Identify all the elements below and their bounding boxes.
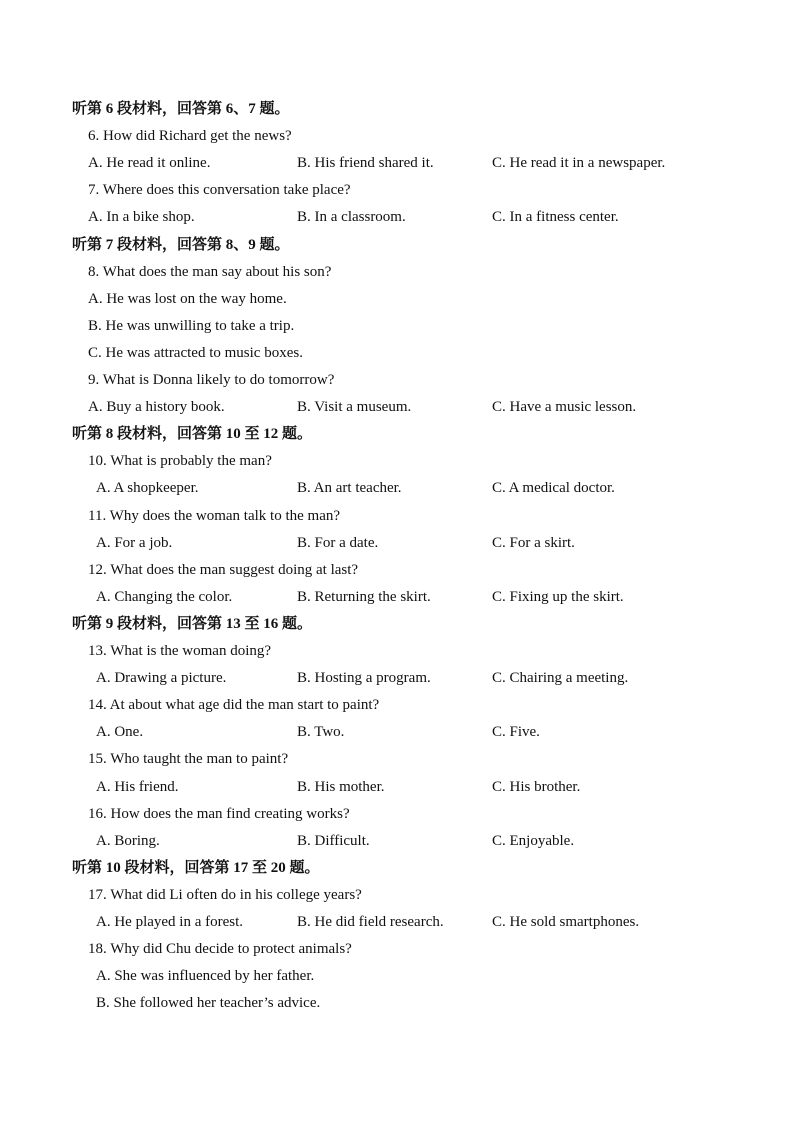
answer-option: B. He was unwilling to take a trip. [88, 317, 295, 334]
answer-option: C. Five. [492, 724, 540, 741]
section-title: 听第 6 段材料，回答第 6、7 题。 [72, 101, 290, 117]
question-text: 14. At about what age did the man start to paint? [88, 697, 380, 714]
option-row [0, 912, 794, 932]
question-row [0, 641, 794, 661]
section-title: 听第 7 段材料，回答第 8、9 题。 [72, 236, 290, 253]
question-text: 10. What is probably the man? [88, 453, 272, 470]
section-header [0, 235, 794, 255]
answer-option: C. Enjoyable. [492, 832, 575, 849]
option-row [0, 207, 794, 227]
question-text: 7. Where does this conversation take place? [88, 182, 351, 199]
answer-option: A. In a bike shop. [88, 209, 195, 226]
question-text: 13. What is the woman doing? [88, 643, 272, 659]
section-header [0, 614, 794, 634]
section-header [0, 99, 794, 119]
answer-option: C. In a fitness center. [492, 209, 619, 226]
answer-option: C. His brother. [492, 778, 581, 795]
question-row [0, 370, 794, 390]
answer-option: C. He read it in a newspaper. [492, 155, 666, 172]
section-header [0, 858, 794, 878]
answer-option: C. He sold smartphones. [492, 914, 640, 930]
question-text: 8. What does the man say about his son? [88, 263, 332, 280]
option-row [0, 289, 794, 309]
option-row [0, 343, 794, 363]
answer-option: A. Buy a history book. [88, 399, 225, 416]
section-title: 听第 8 段材料，回答第 10 至 12 题。 [72, 426, 313, 443]
answer-option: A. She was influenced by her father. [96, 968, 315, 985]
option-row [0, 831, 794, 851]
answer-option: C. Have a music lesson. [492, 399, 637, 416]
option-row [0, 777, 794, 797]
question-text: 11. Why does the woman talk to the man? [88, 507, 341, 524]
question-row [0, 560, 794, 580]
answer-option: A. He was lost on the way home. [88, 290, 287, 307]
answer-option: C. A medical doctor. [492, 480, 615, 497]
question-row [0, 749, 794, 769]
question-text: 9. What is Donna likely to do tomorrow? [88, 372, 335, 388]
answer-option: B. She followed her teacher’s advice. [96, 995, 321, 1012]
answer-option: C. Fixing up the skirt. [492, 588, 624, 605]
question-row [0, 126, 794, 146]
answer-option: C. Chairing a meeting. [492, 670, 629, 687]
answer-option: A. For a job. [96, 534, 173, 551]
answer-option: B. An art teacher. [297, 480, 402, 497]
question-row [0, 451, 794, 471]
question-row [0, 695, 794, 715]
option-row [0, 533, 794, 553]
question-row [0, 939, 794, 959]
question-text: 6. How did Richard get the news? [88, 128, 292, 145]
answer-option: A. Boring. [96, 832, 160, 849]
question-text: 17. What did Li often do in his college years? [88, 886, 362, 903]
answer-option: B. He did field research. [297, 914, 444, 930]
option-row [0, 478, 794, 498]
answer-option: B. Difficult. [297, 832, 370, 849]
question-row [0, 506, 794, 526]
answer-option: B. In a classroom. [297, 209, 406, 226]
answer-option: A. A shopkeeper. [96, 480, 199, 497]
answer-option: B. For a date. [297, 534, 379, 551]
section-title: 听第 10 段材料，回答第 17 至 20 题。 [72, 859, 320, 876]
option-row [0, 722, 794, 742]
option-row [0, 316, 794, 336]
answer-option: B. Two. [297, 724, 345, 741]
answer-option: B. His mother. [297, 778, 385, 795]
section-header [0, 424, 794, 444]
question-text: 18. Why did Chu decide to protect animals? [88, 941, 352, 958]
option-row [0, 587, 794, 607]
option-row [0, 966, 794, 986]
answer-option: A. His friend. [96, 778, 179, 795]
option-row [0, 397, 794, 417]
question-row [0, 804, 794, 824]
question-row [0, 885, 794, 905]
question-text: 15. Who taught the man to paint? [88, 751, 289, 768]
question-row [0, 180, 794, 200]
question-text: 12. What does the man suggest doing at last? [88, 561, 359, 578]
option-row [0, 153, 794, 173]
question-row [0, 262, 794, 282]
answer-option: A. He read it online. [88, 155, 211, 172]
answer-option: A. One. [96, 724, 144, 741]
answer-option: C. He was attracted to music boxes. [88, 344, 303, 361]
answer-option: B. His friend shared it. [297, 155, 434, 172]
question-text: 16. How does the man find creating works? [88, 805, 350, 822]
section-title: 听第 9 段材料，回答第 13 至 16 题。 [72, 615, 313, 632]
answer-option: A. Changing the color. [96, 588, 233, 605]
answer-option: B. Returning the skirt. [297, 588, 431, 605]
answer-option: B. Hosting a program. [297, 670, 431, 687]
option-row [0, 993, 794, 1013]
answer-option: A. Drawing a picture. [96, 670, 227, 687]
option-row [0, 668, 794, 688]
answer-option: C. For a skirt. [492, 534, 575, 551]
answer-option: A. He played in a forest. [96, 914, 244, 930]
answer-option: B. Visit a museum. [297, 399, 412, 416]
